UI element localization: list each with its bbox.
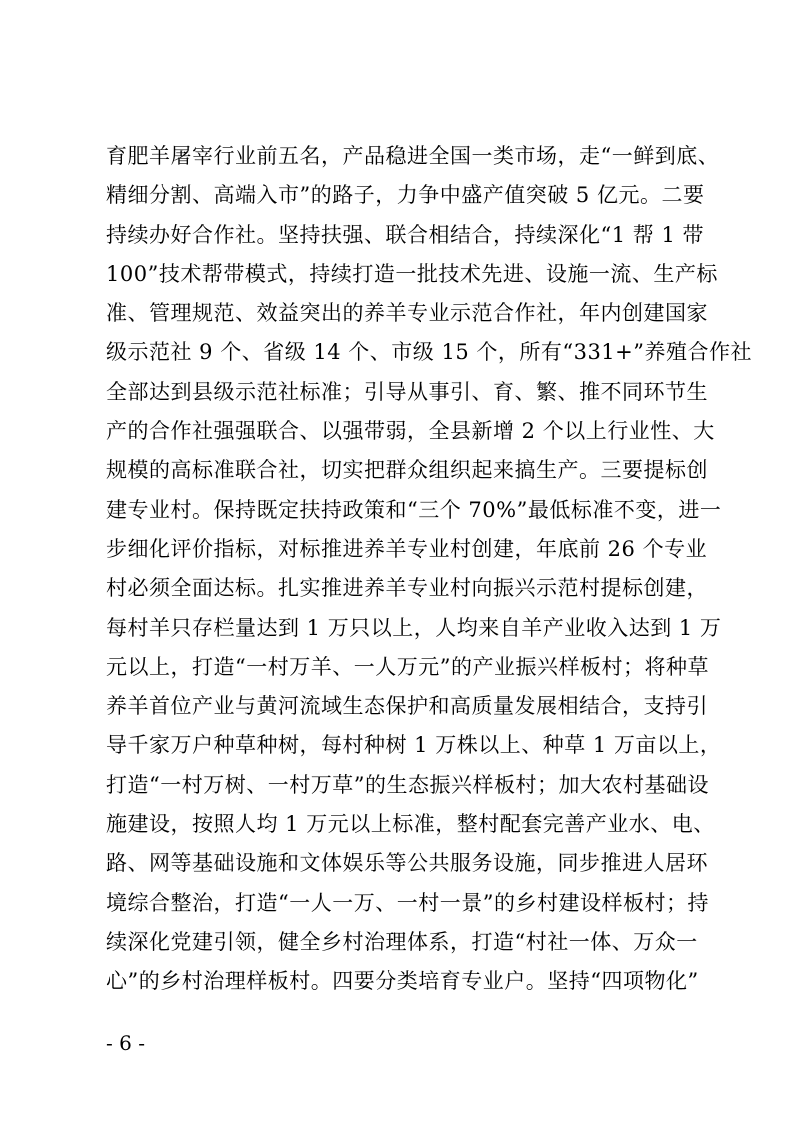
text-line: 路、网等基础设施和文体娱乐等公共服务设施，同步推进人居环: [106, 851, 708, 876]
text-line: 级示范社 9 个、省级 14 个、市级 15 个，所有“331+”养殖合作社: [106, 340, 753, 365]
text-line: 打造“一村万树、一村万草”的生态振兴样板村；加大农村基础设: [106, 772, 709, 797]
body-text: [106, 137, 753, 1002]
text-line: 规模的高标准联合社，切实把群众组织起来搞生产。三要提标创: [106, 458, 708, 483]
text-line: 建专业村。保持既定扶持政策和“三个 70%”最低标准不变，进一: [106, 497, 722, 522]
text-line: 境综合整治，打造“一人一万、一村一景”的乡村建设样板村；持: [106, 890, 709, 915]
text-line: 元以上，打造“一村万羊、一人万元”的产业振兴样板村；将种草: [106, 654, 709, 679]
text-line: 精细分割、高端入市”的路子，力争中盛产值突破 5 亿元。二要: [106, 183, 705, 208]
text-line: 导千家万户种草种树，每村种树 1 万株以上、种草 1 万亩以上，: [106, 733, 722, 758]
text-line: 产的合作社强强联合、以强带弱，全县新增 2 个以上行业性、大: [106, 419, 715, 444]
text-line: 养羊首位产业与黄河流域生态保护和高质量发展相结合，支持引: [106, 694, 708, 719]
text-line: 持续办好合作社。坚持扶强、联合相结合，持续深化“1 帮 1 带: [106, 222, 704, 247]
text-line: 育肥羊屠宰行业前五名，产品稳进全国一类市场，走“一鲜到底、: [106, 144, 720, 168]
page-number: - 6 -: [106, 1031, 145, 1055]
text-line: 每村羊只存栏量达到 1 万只以上，人均来自羊产业收入达到 1 万: [106, 615, 722, 640]
text-line: 村必须全面达标。扎实推进养羊专业村向振兴示范村提标创建，: [106, 576, 708, 601]
text-line: 施建设，按照人均 1 万元以上标准，整村配套完善产业水、电、: [106, 812, 715, 837]
text-line: 心”的乡村治理样板村。四要分类培育专业户。坚持“四项物化”: [106, 969, 699, 994]
text-line: 步细化评价指标，对标推进养羊专业村创建，年底前 26 个专业: [106, 536, 708, 561]
text-line: 准、管理规范、效益突出的养羊专业示范合作社，年内创建国家: [106, 301, 708, 326]
text-line: 100”技术帮带模式，持续打造一批技术先进、设施一流、生产标: [106, 261, 718, 286]
text-line: 续深化党建引领，健全乡村治理体系，打造“村社一体、万众一: [106, 929, 698, 954]
text-line: 全部达到县级示范社标准；引导从事引、育、繁、推不同环节生: [106, 379, 708, 404]
